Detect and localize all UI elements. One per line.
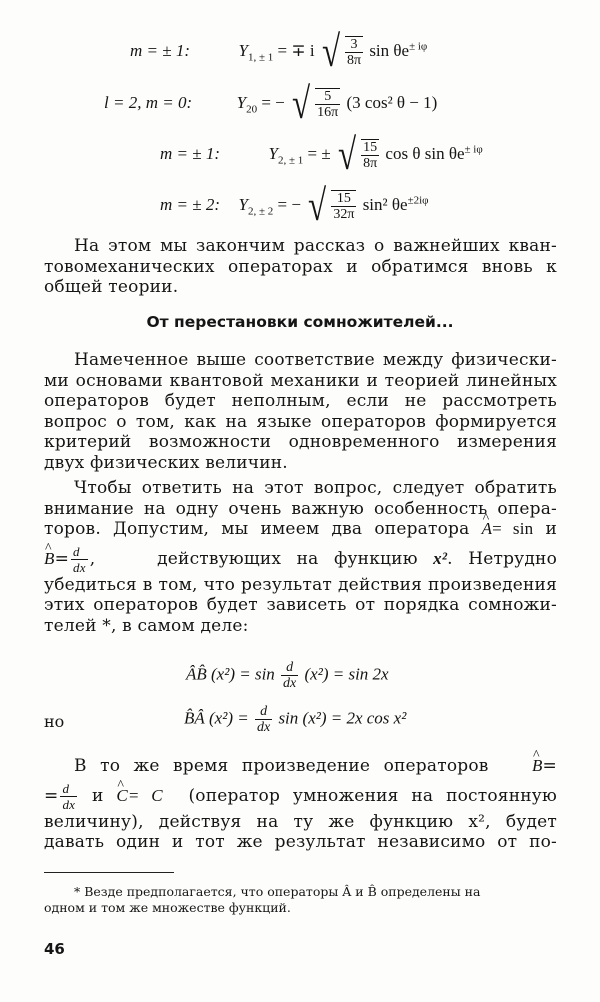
equation-rhs: (x²) = sin 2x (304, 664, 389, 684)
function-x2: x² (433, 548, 448, 568)
denominator: dx (73, 559, 86, 575)
text-line: телей *, в самом деле: (44, 615, 249, 636)
numerator: d (60, 781, 77, 797)
numerator: 5 (315, 89, 340, 105)
text-line (44, 519, 557, 540)
exponent: ± iφ (464, 143, 483, 156)
text-line (44, 781, 557, 812)
numerator: 15 (361, 140, 379, 156)
equals-sign: = (542, 756, 557, 776)
text-line (44, 544, 557, 575)
numerator: d (255, 704, 272, 720)
sqrt-icon: √ (337, 130, 357, 179)
tail: sin θe (369, 40, 410, 60)
condition: m = ± 1: (130, 40, 190, 60)
harmonic-symbol: Y (236, 92, 247, 112)
text-line: этих операторов будет зависеть от порядка сомножи- (44, 595, 557, 615)
text-line: ми основами квантовой механики и теорией линейных (44, 370, 557, 391)
text-fragment: (оператор умножения на постоянную (188, 785, 557, 806)
text-line: товомеханических операторах и обратимся вновь к (44, 256, 557, 277)
denominator: dx (283, 676, 297, 691)
equation-rhs: sin (x²) = 2x cos x² (278, 708, 407, 728)
harmonic-row-4 (160, 181, 429, 230)
closing-paragraph (44, 236, 557, 298)
text-line: Намеченное выше соответствие между физически- (74, 350, 557, 370)
denominator: dx (256, 720, 271, 735)
conjunction-label: но (44, 712, 65, 731)
denominator: dx (62, 796, 76, 812)
section-title: От перестановки сомножителей... (146, 313, 454, 331)
condition: l = 2, m = 0: (104, 92, 193, 112)
harmonic-symbol: Y (268, 143, 278, 163)
harmonic-index: 2, ± 2 (247, 205, 274, 218)
tail: sin² θe (362, 194, 408, 214)
equals-sign: = ∓ i (277, 40, 315, 60)
operator-b: ^ B (44, 549, 55, 570)
footnote-line: * Везде предполагается, что операторы Â и B̂ определены на (74, 884, 481, 899)
numerator: 3 (345, 37, 363, 53)
harmonic-symbol: Y (238, 194, 248, 214)
constant-operator-paragraph (44, 756, 557, 853)
exponent: ± iφ (409, 40, 428, 53)
text-line: На этом мы закончим рассказ о важнейших кван- (74, 236, 557, 256)
text-line: величину), действуя на ту же функцию x², будет (44, 811, 557, 832)
text-line: критерий возможности одновременного измерения (44, 432, 557, 452)
denominator: 8π (363, 156, 378, 171)
text-line: убедиться в том, что результат действия произведения (44, 574, 557, 595)
text-fragment: действующих на функцию (157, 548, 418, 569)
equals-sign: = (54, 548, 70, 569)
operator-b: ^ B (502, 756, 543, 777)
denominator: 16π (317, 105, 339, 120)
harmonic-symbol: Y (238, 40, 248, 60)
equation-ab (186, 660, 389, 691)
equals-sign: = ± (307, 143, 331, 163)
page-number: 46 (44, 940, 65, 958)
condition: m = ± 2: (160, 194, 220, 214)
text-line (44, 756, 557, 777)
condition: m = ± 1: (160, 143, 220, 163)
harmonic-row-3 (160, 130, 483, 179)
denominator: 8π (346, 53, 362, 68)
harmonic-index: 2, ± 1 (277, 154, 304, 167)
numerator: 15 (331, 191, 356, 207)
text-line: двух физических величин. (44, 452, 288, 473)
tail: (3 cos² θ − 1) (346, 92, 438, 112)
sqrt-icon: √ (321, 27, 340, 76)
text-line: общей теории. (44, 277, 179, 297)
text-fragment: и (545, 519, 557, 539)
text-line: операторов будет неполным, если не рассмотреть (44, 391, 557, 411)
text-fragment: В то же время произведение операторов (74, 756, 489, 776)
text-fragment: . Нетрудно (447, 548, 558, 569)
operator-a-def: = sin (492, 519, 534, 538)
tail: cos θ sin θe (385, 143, 465, 163)
harmonic-row-2 (104, 79, 438, 128)
operator-c-def: = C (127, 785, 163, 805)
numerator: d (281, 660, 298, 676)
exponent: ±2iφ (407, 194, 429, 207)
text-fragment: и (91, 785, 104, 806)
text-line: давать один и тот же результат независимо от по- (44, 832, 557, 852)
equation-ba (184, 704, 406, 735)
text-line: Чтобы ответить на этот вопрос, следует обратить (74, 478, 557, 498)
intro-paragraph (44, 350, 557, 473)
footnote (44, 884, 557, 916)
denominator: 32π (333, 207, 355, 222)
operator-c: ^ C (116, 786, 128, 807)
harmonic-index: 20 (246, 103, 258, 116)
footnote-rule (44, 872, 174, 873)
text-fragment: , (89, 548, 96, 569)
equation-lhs: B̂Â (x²) = (184, 708, 249, 728)
equals-sign: = − (277, 194, 301, 214)
text-line: вопрос о том, как на языке операторов формируется (44, 411, 557, 432)
operator-paragraph (44, 478, 557, 636)
equals-sign: = − (261, 92, 285, 112)
sqrt-icon: √ (292, 79, 311, 128)
harmonic-index: 1, ± 1 (247, 51, 274, 64)
footnote-line: одном и том же множестве функций. (44, 900, 291, 915)
equation-lhs: ÂB̂ (x²) = sin (186, 664, 275, 684)
sqrt-icon: √ (308, 181, 327, 230)
text-fragment: торов. Допустим, мы имеем два оператора (44, 519, 470, 539)
numerator: d (71, 544, 88, 560)
equals-sign: = (44, 785, 59, 806)
operator-a: ^ A (482, 519, 493, 540)
text-line: внимание на одну очень важную особенность опера- (44, 498, 557, 519)
harmonic-row-1 (130, 27, 428, 76)
